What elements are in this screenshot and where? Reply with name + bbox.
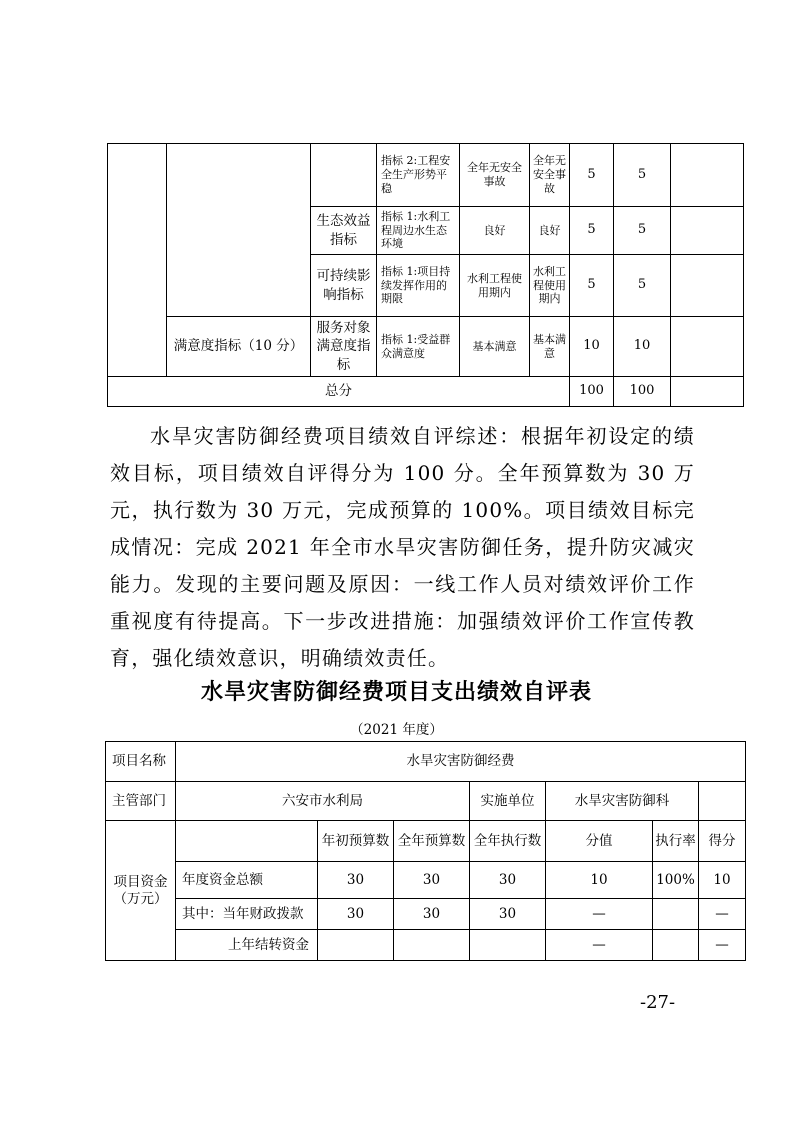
table-cell [653,899,699,930]
table-cell [394,930,470,961]
impl-label: 实施单位 [470,782,546,821]
indicator-cell: 指标 1:受益群众满意度 [377,317,460,377]
table-cell: 30 [318,899,394,930]
indicator-cell: 指标 1:水利工程周边水生态环境 [377,207,460,255]
table-cell: — [699,930,746,961]
subcategory-cell: 可持续影响指标 [311,255,377,317]
table-cell [318,930,394,961]
table-row [106,899,746,930]
project-name: 水旱灾害防御经费 [176,742,746,782]
target-cell: 水利工程使用期内 [460,255,530,317]
table-cell: 30 [470,862,546,899]
row-label: 上年结转资金 [176,930,318,961]
section-title: 水旱灾害防御经费项目支出绩效自评表 [200,680,592,705]
column-header: 分值 [546,821,653,862]
actual-cell: 基本满意 [530,317,570,377]
table-row [106,742,746,782]
score-cell: 5 [614,255,671,317]
column-header: 年初预算数 [318,821,394,862]
total-label: 总分 [108,377,570,407]
project-name-label: 项目名称 [106,742,176,782]
table-cell: — [546,930,653,961]
score-cell: 5 [614,207,671,255]
score-value-cell: 5 [570,255,614,317]
column-header: 得分 [699,821,746,862]
row-label: 其中：当年财政拨款 [176,899,318,930]
table-cell: — [546,899,653,930]
table-cell: 10 [546,862,653,899]
column-header: 全年预算数 [394,821,470,862]
target-cell: 基本满意 [460,317,530,377]
summary-paragraph: 水旱灾害防御经费项目绩效自评综述：根据年初设定的绩效目标，项目绩效自评得分为 100 分。全年预算数为 30 万元，执行数为 30 万元，完成预算的 100%。项目绩效目标完成情况：完成 2021 年全市水旱灾害防御任务，提升防灾减灾能力。发现的主要问题及原因：一线工作人员对绩效评价工作重视度有待提高。下一步改进措施：加强绩效评价工作宣传教育，强化绩效意识，明确绩效责任。 [110,424,695,670]
impl: 水旱灾害防御科 [546,782,699,821]
section-year: （2021 年度） [350,722,443,738]
performance-indicator-table [107,143,744,407]
total-score: 100 [614,377,671,407]
table-cell: 30 [394,899,470,930]
table-cell: 30 [470,899,546,930]
subcategory-cell: 生态效益指标 [311,207,377,255]
score-value-cell: 10 [570,317,614,377]
row-label: 年度资金总额 [176,862,318,899]
funds-label: 项目资金（万元） [106,821,176,961]
total-score-value: 100 [570,377,614,407]
table-cell: 10 [699,862,746,899]
table-cell: — [699,899,746,930]
table-row [108,317,744,377]
score-cell: 5 [614,144,671,207]
table-row [106,930,746,961]
column-header: 全年执行数 [470,821,546,862]
column-header: 执行率 [653,821,699,862]
score-value-cell: 5 [570,144,614,207]
total-row [108,377,744,407]
subcategory-cell: 服务对象满意度指标 [311,317,377,377]
score-cell: 10 [614,317,671,377]
target-cell: 良好 [460,207,530,255]
indicator-cell: 指标 2:工程安全生产形势平稳 [377,144,460,207]
table-row [108,144,744,207]
table-row [106,782,746,821]
actual-cell: 良好 [530,207,570,255]
table-header-row [106,821,746,862]
table-cell: 30 [318,862,394,899]
target-cell: 全年无安全事故 [460,144,530,207]
category-cell: 满意度指标（10 分） [167,317,311,377]
page-number: -27- [640,992,676,1013]
table-cell [470,930,546,961]
actual-cell: 水利工程使用期内 [530,255,570,317]
actual-cell: 全年无安全事故 [530,144,570,207]
dept-label: 主管部门 [106,782,176,821]
indicator-cell: 指标 1:项目持续发挥作用的期限 [377,255,460,317]
score-value-cell: 5 [570,207,614,255]
table-cell: 30 [394,862,470,899]
table-row [106,862,746,899]
table-cell [653,930,699,961]
dept: 六安市水利局 [176,782,470,821]
table-cell: 100% [653,862,699,899]
expenditure-self-evaluation-table [105,741,746,961]
